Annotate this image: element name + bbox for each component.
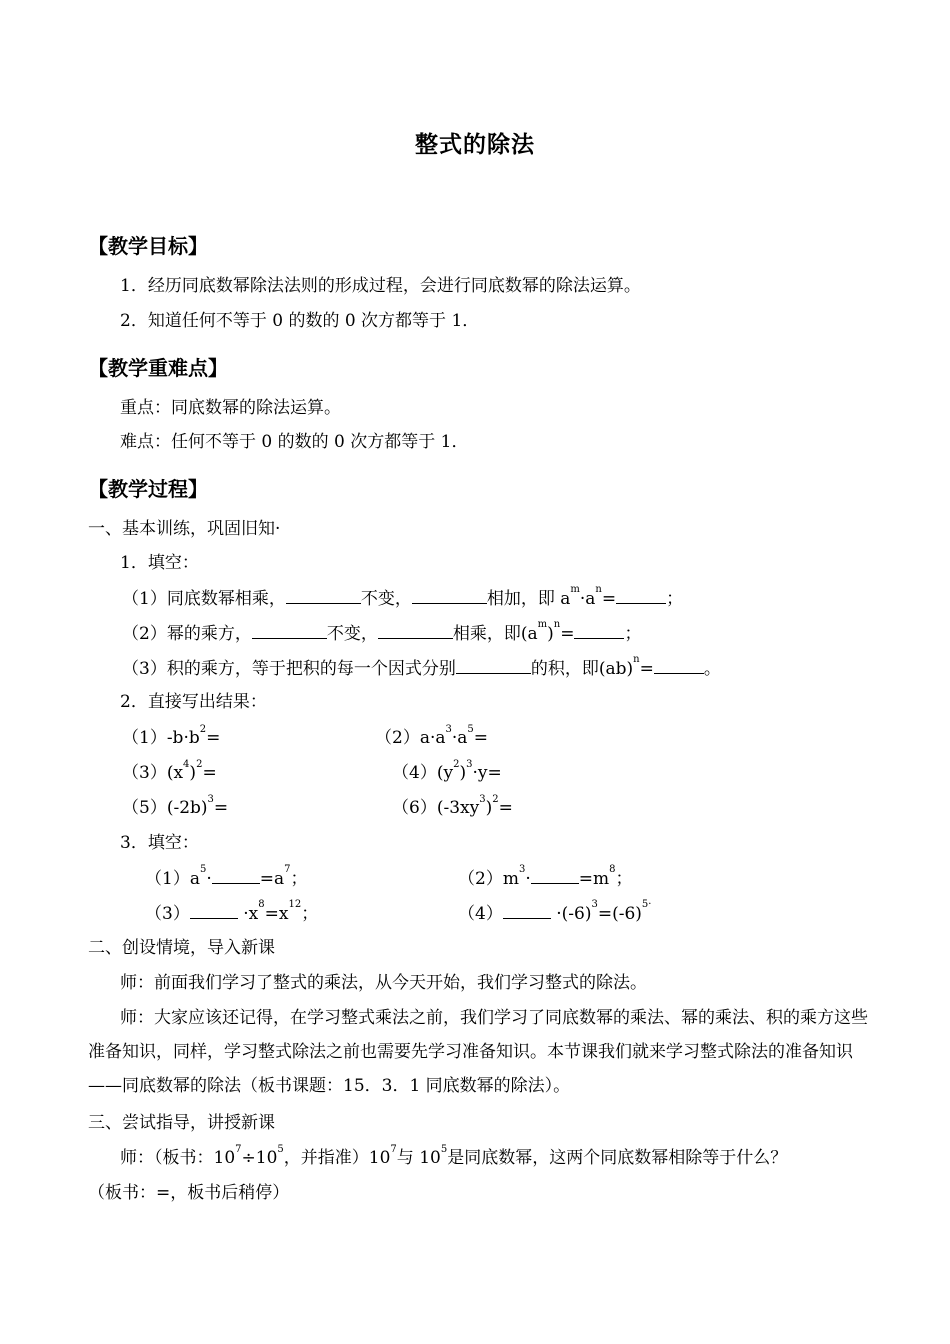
- goal-item-1: 1．经历同底数幂除法法则的形成过程，会进行同底数幂的除法运算。: [120, 276, 641, 296]
- q2-item-5: $(5)(-2b)^3=$: [122, 794, 229, 818]
- q2-item-2: $(2)a\cdot a^3\cdot a^5=$: [375, 724, 489, 748]
- q3-item-4: $(4) \cdot(-6)^3=(-6)^{5\cdot}$: [458, 899, 652, 924]
- q1-label: 1．填空：: [120, 553, 199, 573]
- part2-title: 二、创设情境，导入新课: [88, 938, 275, 958]
- q3-item-1: $(1)a^5\cdot =a^7$；: [145, 864, 308, 889]
- part3-paragraph-1: 师：（板书：$10^7\div 10^5$，并指准）$10^7$与 $10^5$是同底数幂，这两个同底数幂相除等于什么？: [120, 1144, 788, 1168]
- part1-title: 一、基本训练，巩固旧知·: [88, 519, 281, 539]
- answer-blank: [212, 866, 260, 884]
- answer-blank: [252, 621, 327, 639]
- q3-item-2: $(2)m^3\cdot =m^8$；: [458, 864, 633, 889]
- section-heading-goals: 【教学目标】: [88, 234, 208, 258]
- q2-item-3: $(3)(x^4)^2=$: [122, 759, 217, 783]
- q1-line-1: （1）同底数幂相乘， 不变， 相加，即 $a^m\cdot a^n=$ ；: [122, 584, 684, 609]
- answer-blank: [531, 866, 579, 884]
- answer-blank: [190, 901, 238, 919]
- q3-item-3: $(3) \cdot x^8=x^{12}$；: [145, 899, 319, 924]
- goal-item-2: 2．知道任何不等于 0 的数的 0 次方都等于 1．: [120, 311, 480, 331]
- q2-item-4: $(4)(y^2)^3\cdot y=$: [392, 759, 502, 783]
- key-point: 重点：同底数幂的除法运算。: [120, 398, 341, 418]
- part2-paragraph-1: 师：前面我们学习了整式的乘法，从今天开始，我们学习整式的除法。: [120, 973, 647, 993]
- section-heading-keypoints: 【教学重难点】: [88, 356, 228, 380]
- answer-blank: [503, 901, 551, 919]
- q2-item-6: $(6)(-3xy^3)^2=$: [392, 794, 513, 818]
- q2-item-1: $(1)-b\cdot b^2=$: [122, 724, 221, 748]
- difficulty-point: 难点：任何不等于 0 的数的 0 次方都等于 1．: [120, 432, 469, 452]
- answer-blank: [378, 621, 453, 639]
- answer-blank: [654, 656, 704, 674]
- part2-paragraph-2: 师：大家应该还记得，在学习整式乘法之前，我们学习了同底数幂的乘法、幂的乘法、积的乘方这些准备知识，同样，学习整式除法之前也需要先学习准备知识。本节课我们就来学习整式除法的准备知识——同底数幂的除法（板书课题：15．3．1 同底数幂的除法）。: [88, 1008, 868, 1096]
- answer-blank: [286, 586, 361, 604]
- section-heading-process: 【教学过程】: [88, 477, 208, 501]
- answer-blank: [616, 586, 666, 604]
- q1-line-3: （3）积的乘方，等于把积的每一个因式分别 的积，即(ab)$^n$= 。: [122, 654, 721, 679]
- q3-label: 3．填空：: [120, 833, 199, 853]
- document-title: 整式的除法: [415, 131, 535, 158]
- answer-blank: [412, 586, 487, 604]
- answer-blank: [456, 656, 531, 674]
- q2-label: 2．直接写出结果：: [120, 692, 267, 712]
- part3-title: 三、尝试指导，讲授新课: [88, 1113, 275, 1133]
- q1-line-2: （2）幂的乘方， 不变， 相乘，即$(a^m)^n=$ ；: [122, 619, 642, 644]
- part3-paragraph-1-cont: （板书：=，板书后稍停）: [88, 1183, 290, 1203]
- answer-blank: [574, 621, 624, 639]
